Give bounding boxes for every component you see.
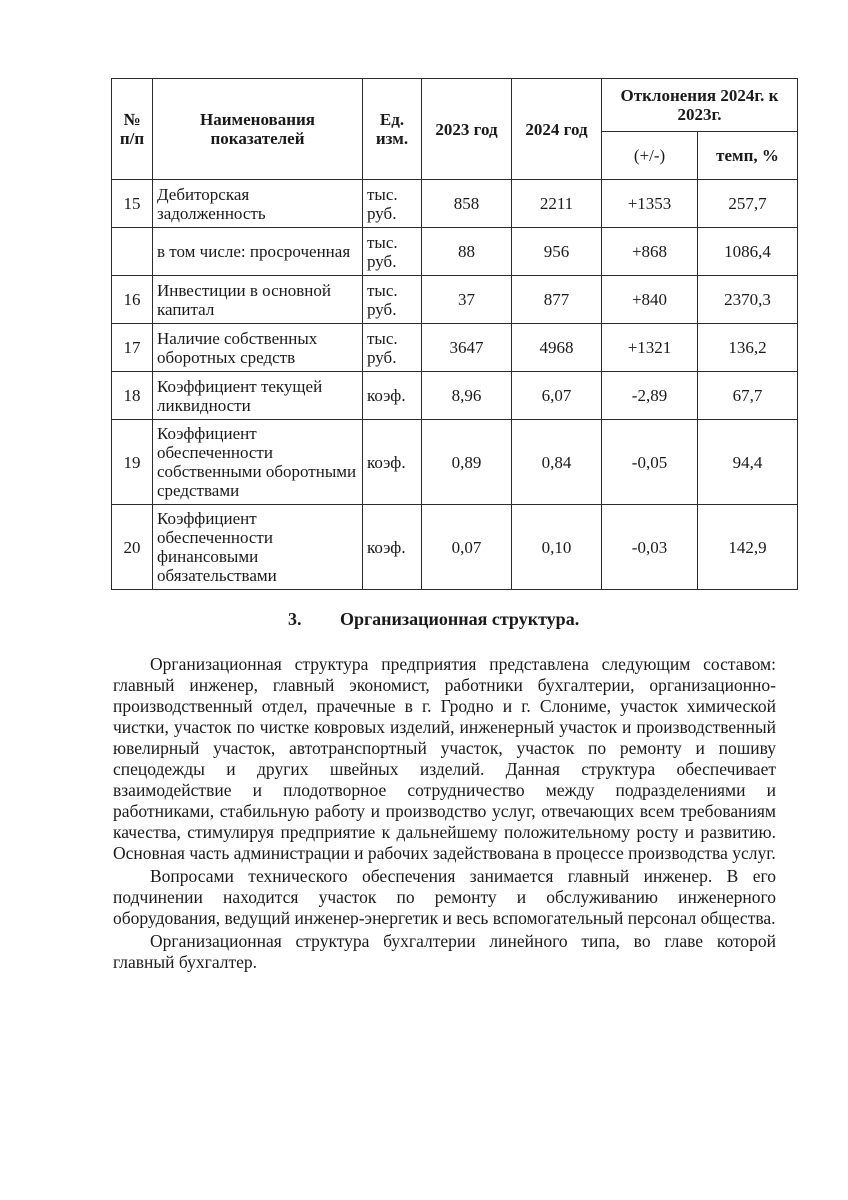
cell-diff: -2,89: [602, 372, 698, 420]
table-row: [112, 324, 798, 372]
cell-num: 15: [112, 180, 153, 228]
cell-2024: 956: [512, 228, 602, 276]
cell-2023: 0,89: [422, 420, 512, 505]
cell-2023: 0,07: [422, 505, 512, 590]
cell-unit: тыс. руб.: [363, 228, 422, 276]
cell-2023: 88: [422, 228, 512, 276]
cell-rate: 142,9: [698, 505, 798, 590]
cell-diff: -0,03: [602, 505, 698, 590]
cell-name: Коэффициент обеспеченности финансовыми обязательствами: [153, 505, 363, 590]
header-name: Наименования показателей: [153, 79, 363, 180]
cell-name: Коэффициент текущей ликвидности: [153, 372, 363, 420]
paragraph: Вопросами технического обеспечения занимается главный инженер. В его подчинении находится участок по ремонту и обслуживанию инженерного оборудования, ведущий инженер-энергетик и весь вспомогательный персонал общества.: [113, 866, 776, 928]
cell-name: Инвестиции в основной капитал: [153, 276, 363, 324]
cell-2024: 877: [512, 276, 602, 324]
cell-rate: 2370,3: [698, 276, 798, 324]
header-num: № п/п: [112, 79, 153, 180]
cell-name: Коэффициент обеспеченности собственными оборотными средствами: [153, 420, 363, 505]
section-heading: [288, 609, 579, 630]
cell-rate: 67,7: [698, 372, 798, 420]
cell-diff: +840: [602, 276, 698, 324]
header-2024: 2024 год: [512, 79, 602, 180]
cell-diff: -0,05: [602, 420, 698, 505]
header-deviation: Отклонения 2024г. к 2023г.: [602, 79, 798, 132]
table-row: [112, 228, 798, 276]
cell-2023: 37: [422, 276, 512, 324]
indicators-table: [111, 78, 798, 590]
header-rate: темп, %: [698, 132, 798, 180]
cell-2023: 858: [422, 180, 512, 228]
paragraph: Организационная структура бухгалтерии линейного типа, во главе которой главный бухгалтер.: [113, 931, 776, 972]
cell-num: 17: [112, 324, 153, 372]
cell-diff: +1353: [602, 180, 698, 228]
cell-rate: 1086,4: [698, 228, 798, 276]
cell-rate: 136,2: [698, 324, 798, 372]
cell-unit: коэф.: [363, 505, 422, 590]
cell-2024: 2211: [512, 180, 602, 228]
table-header-row: [112, 79, 798, 132]
table-row: [112, 420, 798, 505]
header-unit: Ед. изм.: [363, 79, 422, 180]
cell-2024: 0,84: [512, 420, 602, 505]
table-row: [112, 276, 798, 324]
cell-rate: 257,7: [698, 180, 798, 228]
cell-num: 19: [112, 420, 153, 505]
section-number: 3.: [288, 609, 302, 629]
table-row: [112, 180, 798, 228]
cell-num: 18: [112, 372, 153, 420]
table-row: [112, 372, 798, 420]
cell-2024: 0,10: [512, 505, 602, 590]
cell-num: [112, 228, 153, 276]
cell-unit: тыс. руб.: [363, 180, 422, 228]
paragraph: Организационная структура предприятия представлена следующим составом: главный инженер, главный экономист, работники бухгалтерии, организационно-производственный отдел, прачечные в г. Гродно и г. Слониме, участок химической чистки, участок по чистке ковровых изделий, инженерный участок и производственный ювелирный участок, автотранспортный участок, участок по ремонту и пошиву спецодежды и других швейных изделий. Данная структура обеспечивает взаимодействие и плодотворное сотрудничество между подразделениями и работниками, стабильную работу и производство услуг, отвечающих всем требованиям качества, стимулируя предприятие к дальнейшему положительному росту и развитию. Основная часть администрации и рабочих задействована в процессе производства услуг.: [113, 654, 776, 863]
header-diff: (+/-): [602, 132, 698, 180]
cell-2023: 3647: [422, 324, 512, 372]
cell-diff: +868: [602, 228, 698, 276]
cell-name: Наличие собственных оборотных средств: [153, 324, 363, 372]
header-2023: 2023 год: [422, 79, 512, 180]
cell-diff: +1321: [602, 324, 698, 372]
cell-2024: 4968: [512, 324, 602, 372]
section-title: Организационная структура.: [340, 609, 580, 629]
cell-rate: 94,4: [698, 420, 798, 505]
cell-name: в том числе: просроченная: [153, 228, 363, 276]
cell-unit: коэф.: [363, 420, 422, 505]
table-row: [112, 505, 798, 590]
cell-num: 16: [112, 276, 153, 324]
cell-unit: тыс. руб.: [363, 276, 422, 324]
cell-2024: 6,07: [512, 372, 602, 420]
cell-unit: коэф.: [363, 372, 422, 420]
cell-name: Дебиторская задолженность: [153, 180, 363, 228]
cell-2023: 8,96: [422, 372, 512, 420]
body-text: [113, 654, 776, 973]
cell-num: 20: [112, 505, 153, 590]
cell-unit: тыс. руб.: [363, 324, 422, 372]
